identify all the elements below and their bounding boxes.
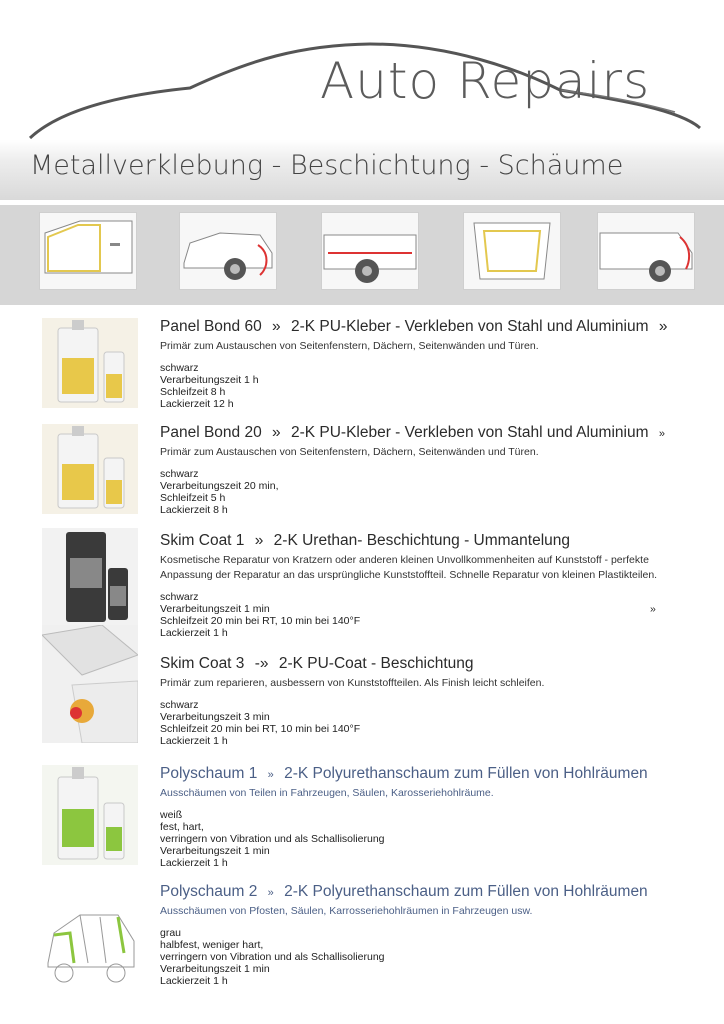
product-description: Ausschäumen von Teilen in Fahrzeugen, Säulen, Karosseriehohlräume.: [160, 787, 494, 799]
page-header: [0, 0, 724, 305]
spec-line: schwarz: [160, 591, 199, 603]
product-polyschaum-1: [0, 765, 724, 875]
spec-line: Verarbeitungszeit 20 min,: [160, 480, 279, 492]
product-name: Skim Coat 1: [160, 532, 245, 549]
car-frame-foam-diagram: [40, 893, 140, 993]
spec-line: Verarbeitungszeit 1 h: [160, 374, 259, 386]
product-specs: [160, 699, 360, 747]
stray-mark: »: [650, 603, 656, 615]
product-description: Primär zum reparieren, ausbessern von Kunststoffteilen. Als Finish leicht schleifen.: [160, 677, 545, 689]
spec-line: verringern von Vibration und als Schallisolierung: [160, 951, 385, 963]
product-title: [160, 532, 570, 550]
product-type: 2-K PU-Kleber - Verkleben von Stahl und Aluminium: [290, 318, 649, 335]
plastic-repair-image: [42, 625, 138, 743]
door-panel-icon: [40, 213, 136, 289]
product-specs: [160, 809, 385, 869]
adhesive-cartridge-image: [42, 318, 138, 408]
spec-line: Verarbeitungszeit 3 min: [160, 711, 270, 723]
product-title: [160, 655, 474, 673]
spec-line: schwarz: [160, 362, 199, 374]
spec-line: Verarbeitungszeit 1 min: [160, 963, 270, 975]
sedan-rear-icon: [180, 213, 276, 289]
spec-line: grau: [160, 927, 182, 939]
product-name: Polyschaum 1: [160, 765, 258, 782]
product-specs: [160, 927, 385, 987]
product-name: Skim Coat 3: [160, 655, 245, 672]
title-separator: »: [267, 887, 274, 899]
product-name: Panel Bond 60: [160, 318, 262, 335]
product-panel-bond-20: [0, 424, 724, 524]
title-separator: -»: [254, 655, 269, 672]
adhesive-cartridge-image: [42, 424, 138, 514]
spec-line: Lackierzeit 1 h: [160, 975, 228, 987]
title-separator: »: [267, 769, 274, 781]
product-description: Kosmetische Reparatur von Kratzern oder anderen kleinen Unvollkommenheiten auf Kunststoff - perfekte Anpassung der Reparatur an das ursprüngliche Kunststoffteil. Schnelle Reparatur von kleinen Plastikteilen.: [160, 554, 658, 581]
spec-line: Lackierzeit 1 h: [160, 857, 228, 869]
thumbnail-strip: [0, 205, 724, 305]
product-panel-bond-60: [0, 318, 724, 418]
spec-line: fest, hart,: [160, 821, 204, 833]
spec-line: weiß: [160, 809, 183, 821]
product-description: Primär zum Austauschen von Seitenfenstern, Dächern, Seitenwänden und Türen.: [160, 446, 539, 458]
product-title: [160, 318, 673, 336]
spec-line: Verarbeitungszeit 1 min: [160, 603, 270, 615]
product-name: Panel Bond 20: [160, 424, 262, 441]
product-title: [160, 883, 648, 901]
spec-line: Lackierzeit 8 h: [160, 504, 228, 516]
product-specs: [160, 362, 259, 410]
spec-line: Lackierzeit 12 h: [160, 398, 234, 410]
spec-line: schwarz: [160, 699, 199, 711]
product-specs: [160, 468, 278, 516]
foam-cartridge-image: [42, 765, 138, 865]
product-type: 2-K Urethan- Beschichtung - Ummantelung: [273, 532, 571, 549]
spec-line: Lackierzeit 1 h: [160, 627, 228, 639]
spec-line: Verarbeitungszeit 1 min: [160, 845, 270, 857]
spec-line: Schleifzeit 8 h: [160, 386, 226, 398]
spec-line: Schleifzeit 5 h: [160, 492, 226, 504]
spec-line: verringern von Vibration und als Schallisolierung: [160, 833, 385, 845]
product-type: 2-K Polyurethanschaum zum Füllen von Hohlräumen: [284, 765, 648, 782]
product-description: Ausschäumen von Pfosten, Säulen, Karrosseriehohlräumen in Fahrzeugen usw.: [160, 905, 533, 917]
product-type: 2-K Polyurethanschaum zum Füllen von Hohlräumen: [284, 883, 648, 900]
product-polyschaum-2: [0, 883, 724, 1003]
product-skim-coat-3: [0, 655, 724, 765]
pickup-bed-icon: [322, 213, 418, 289]
product-title: [160, 424, 671, 442]
title-separator: »: [254, 532, 264, 549]
product-type: 2-K PU-Coat - Beschichtung: [278, 655, 474, 672]
van-rear-icon: [598, 213, 694, 289]
spec-line: Schleifzeit 20 min bei RT, 10 min bei 140°F: [160, 615, 361, 627]
page-subtitle: Metallverklebung - Beschichtung - Schäume: [30, 150, 624, 181]
spec-line: halbfest, weniger hart,: [160, 939, 264, 951]
product-title: [160, 765, 648, 783]
roof-panel-icon: [464, 213, 560, 289]
product-specs: [160, 591, 360, 639]
title-separator: »: [272, 424, 281, 441]
title-separator: »: [272, 318, 281, 335]
product-description: Primär zum Austauschen von Seitenfenstern, Dächern, Seitenwänden und Türen.: [160, 340, 539, 352]
spec-line: Lackierzeit 1 h: [160, 735, 228, 747]
spec-line: Schleifzeit 20 min bei RT, 10 min bei 140°F: [160, 723, 361, 735]
title-trail: »: [658, 318, 668, 335]
spec-line: schwarz: [160, 468, 199, 480]
product-type: 2-K PU-Kleber - Verkleben von Stahl und Aluminium: [290, 424, 649, 441]
product-name: Polyschaum 2: [160, 883, 258, 900]
coating-cartridge-image: [42, 528, 138, 626]
title-trail: »: [658, 428, 665, 440]
brand-title: Auto Repairs: [320, 52, 651, 110]
